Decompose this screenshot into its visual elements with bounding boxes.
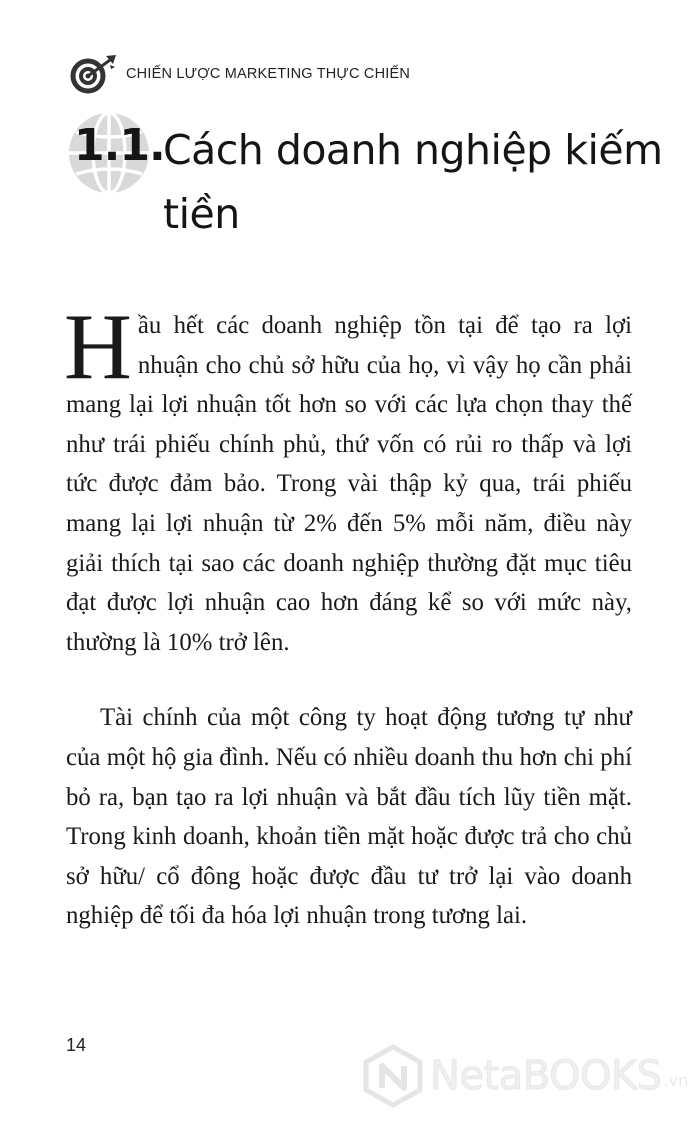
body-text (64, 295, 632, 936)
paragraph-1-text: ầu hết các doanh nghiệp tồn tại để tạo ra lợi nhuận cho chủ sở hữu của họ, vì vậy họ cần phải mang lại lợi nhuận tốt hơn so với các lựa chọn thay thế như trái phiếu chính phủ, thứ vốn có rủi ro thấp và lợi tức được đảm bảo. Trong vài thập kỷ qua, trái phiếu mang lại lợi nhuận từ 2% đến 5% mỗi năm, điều này giải thích tại sao các doanh nghiệp thường đặt mục tiêu đạt được lợi nhuận cao hơn đáng kể so với mức này, thường là 10% trở lên. (66, 312, 632, 656)
watermark-suffix: .vn (663, 1071, 689, 1090)
target-arrow-icon (66, 54, 118, 94)
page-number: 14 (66, 1035, 87, 1055)
netabooks-logo-icon (362, 1044, 424, 1108)
section-title: Cách doanh nghiệp kiếm tiền (163, 126, 663, 238)
running-header (66, 54, 410, 94)
drop-cap: H (64, 295, 132, 399)
running-head-title: CHIẾN LƯỢC MARKETING THỰC CHIẾN (126, 66, 411, 82)
paragraph-2: Tài chính của một công ty hoạt động tương tự như của một hộ gia đình. Nếu có nhiều doanh thu hơn chi phí bỏ ra, bạn tạo ra lợi nhuận và bắt đầu tích lũy tiền mặt. Trong kinh doanh, khoản tiền mặt hoặc được trả cho chủ sở hữu/ cổ đông hoặc được đầu tư trở lại vào doanh nghiệp để tối đa hóa lợi nhuận trong tương lai. (66, 704, 632, 930)
paragraph-1 (64, 295, 632, 662)
section-number: 1.1. (74, 120, 165, 171)
watermark (362, 1044, 688, 1108)
section-heading (66, 108, 666, 268)
watermark-brand: NetaBOOKS (430, 1053, 662, 1099)
